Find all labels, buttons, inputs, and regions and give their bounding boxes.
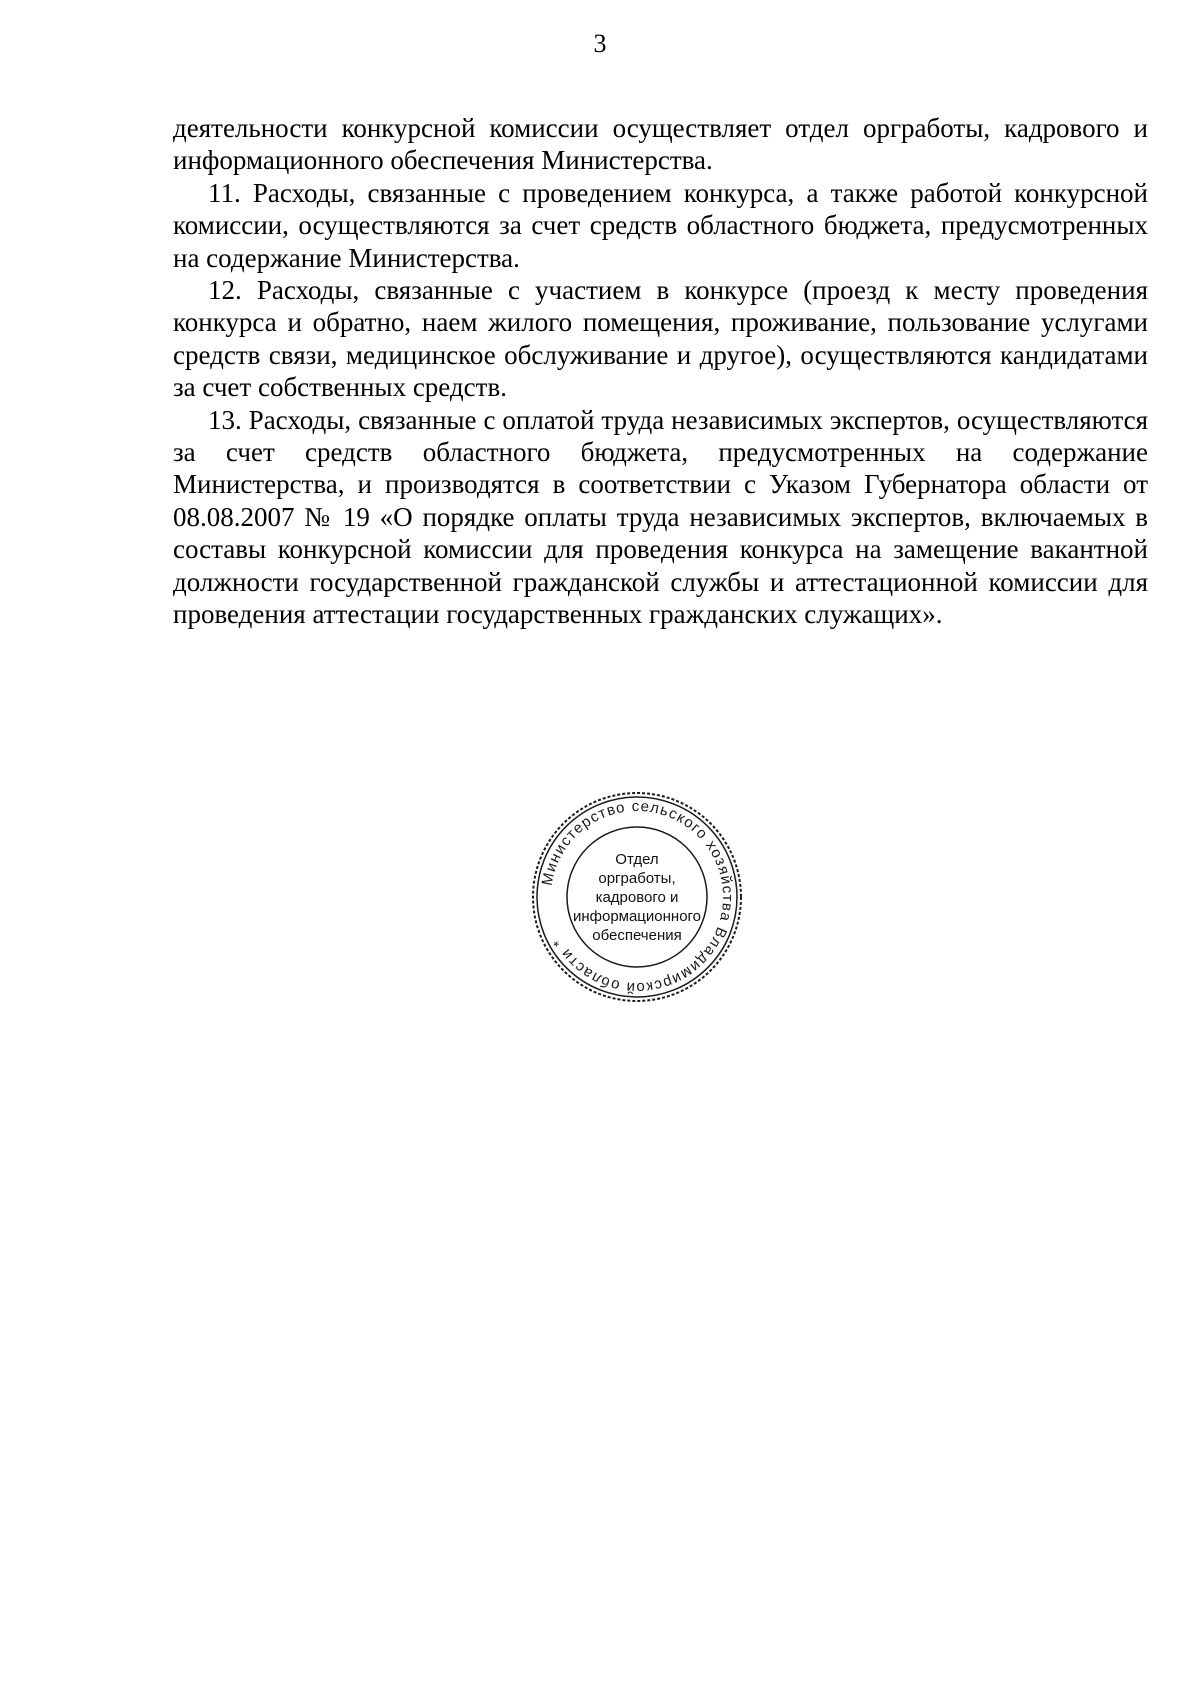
page-number: 3 <box>593 29 607 58</box>
official-stamp <box>528 788 746 1006</box>
paragraph-13: 13. Расходы, связанные с оплатой труда независимых экспертов, осуществляются за счет средств областного бюджета, предусмотренных на содержание Министерства, и производятся в соответствии с Указом Губернатора области от 08.08.2007 № 19 «О порядке оплаты труда независимых экспертов, включаемых в составы конкурсной комиссии для проведения конкурса на замещение вакантной должности государственной гражданской службы и аттестационной комиссии для проведения аттестации государственных гражданских служащих». <box>173 404 1148 630</box>
paragraph-12: 12. Расходы, связанные с участием в конкурсе (проезд к месту проведения конкурса и обратно, наем жилого помещения, проживание, пользование услугами средств связи, медицинское обслуживание и другое), осуществляются кандидатами за счет собственных средств. <box>173 275 1148 403</box>
stamp-line: кадрового и <box>595 889 679 906</box>
stamp-line: обеспечения <box>592 927 682 944</box>
stamp-line: Отдел <box>615 851 659 868</box>
paragraph-11: 11. Расходы, связанные с проведением конкурса, а также работой конкурсной комиссии, осуществляются за счет средств областного бюджета, предусмотренных на содержание Министерства. <box>173 177 1148 273</box>
stamp-ring-text: Министерство сельского хозяйства Владимирской области * <box>538 797 737 997</box>
paragraph-continuation: деятельности конкурсной комиссии осуществляет отдел оргработы, кадрового и информационного обеспечения Министерства. <box>173 113 1148 176</box>
document-body <box>173 112 1148 631</box>
stamp-line: оргработы, <box>598 870 676 887</box>
stamp-line: информационного <box>572 908 702 925</box>
stamp-center-text <box>570 850 704 945</box>
